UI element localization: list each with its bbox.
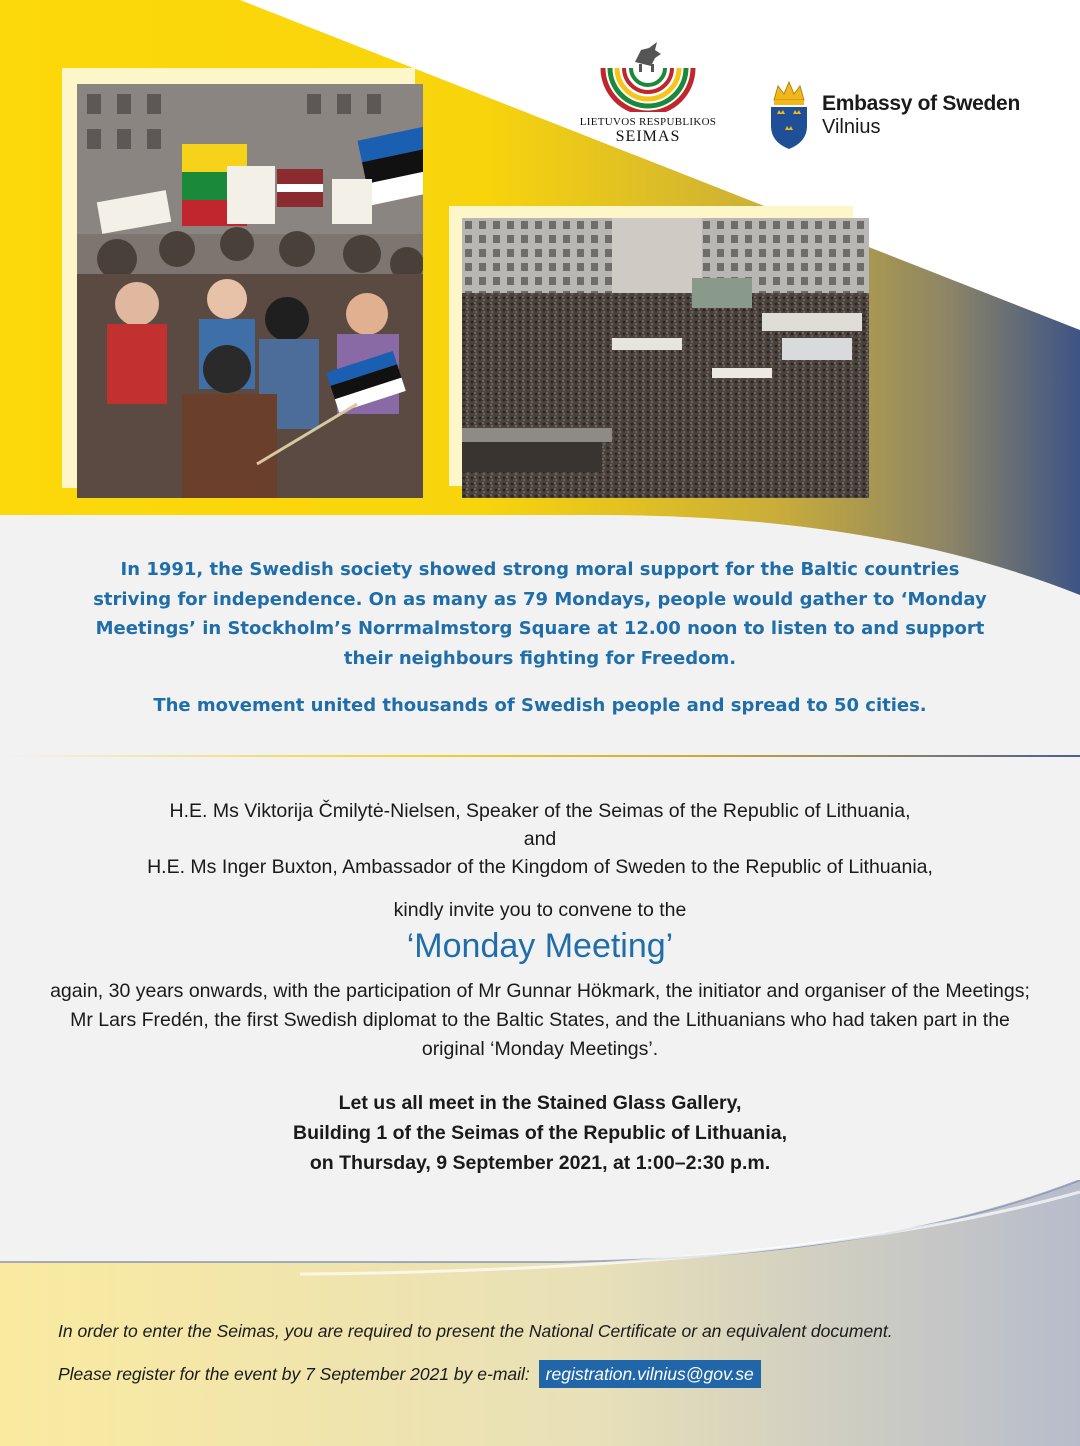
seimas-logo-line1: LIETUVOS RESPUBLIKOS — [579, 116, 717, 128]
embassy-of-sweden-logo — [768, 80, 1020, 150]
intro-paragraph-movement: The movement united thousands of Swedish people and spread to 50 cities. — [153, 695, 927, 716]
event-details — [40, 1088, 1040, 1178]
event-venue: Let us all meet in the Stained Glass Gallery, — [338, 1092, 742, 1114]
registration-email-link[interactable]: registration.vilnius@gov.se — [539, 1360, 761, 1388]
footer-background — [0, 1180, 1080, 1446]
registration-text: Please register for the event by 7 September 2021 by e-mail: — [58, 1364, 530, 1384]
seimas-logo-line2: SEIMAS — [615, 128, 681, 145]
swedish-crown-shield-icon — [768, 80, 810, 150]
invitation-body: again, 30 years onwards, with the participation of Mr Gunnar Hökmark, the initiator and organiser of the Meetings; Mr Lars Fredén, the first Swedish diplomat to the Baltic States, and the Lithuanians who had taken part in the original ‘Monday Meetings’. — [50, 980, 1030, 1060]
entry-requirement-note: In order to enter the Seimas, you are required to present the National Certificate or an equivalent document. — [58, 1321, 893, 1341]
embassy-title: Embassy of Sweden — [822, 92, 1020, 115]
host-speaker: H.E. Ms Viktorija Čmilytė-Nielsen, Speaker of the Seimas of the Republic of Lithuania, — [169, 800, 911, 822]
photo-norrmalmstorg-square-crowd — [462, 218, 869, 498]
intro-section — [90, 555, 990, 721]
event-building: Building 1 of the Seimas of the Republic of Lithuania, — [292, 1122, 788, 1144]
host-conjunction: and — [523, 828, 557, 850]
photo-demonstrators-with-flags — [77, 84, 423, 498]
section-divider — [0, 755, 1080, 757]
registration-note — [58, 1360, 893, 1388]
notes-section — [58, 1318, 893, 1388]
seimas-emblem-icon — [595, 38, 701, 112]
invitation-lead: kindly invite you to convene to the — [393, 899, 687, 921]
invitation-section — [40, 797, 1040, 1178]
embassy-subtitle: Vilnius — [822, 116, 881, 138]
seimas-logo — [570, 38, 726, 146]
event-title: ‘Monday Meeting’ — [406, 927, 674, 965]
intro-paragraph-history: In 1991, the Swedish society showed strong moral support for the Baltic countries striving for independence. On as many as 79 Mondays, people would gather to ‘Monday Meetings’ in Stockholm’s Norrmalmstorg Square at 12.00 noon to listen to and support their neighbours fighting for Freedom. — [93, 559, 987, 669]
event-date-time: on Thursday, 9 September 2021, at 1:00–2:30 p.m. — [309, 1152, 771, 1174]
host-ambassador: H.E. Ms Inger Buxton, Ambassador of the Kingdom of Sweden to the Republic of Lithuania, — [147, 856, 933, 878]
